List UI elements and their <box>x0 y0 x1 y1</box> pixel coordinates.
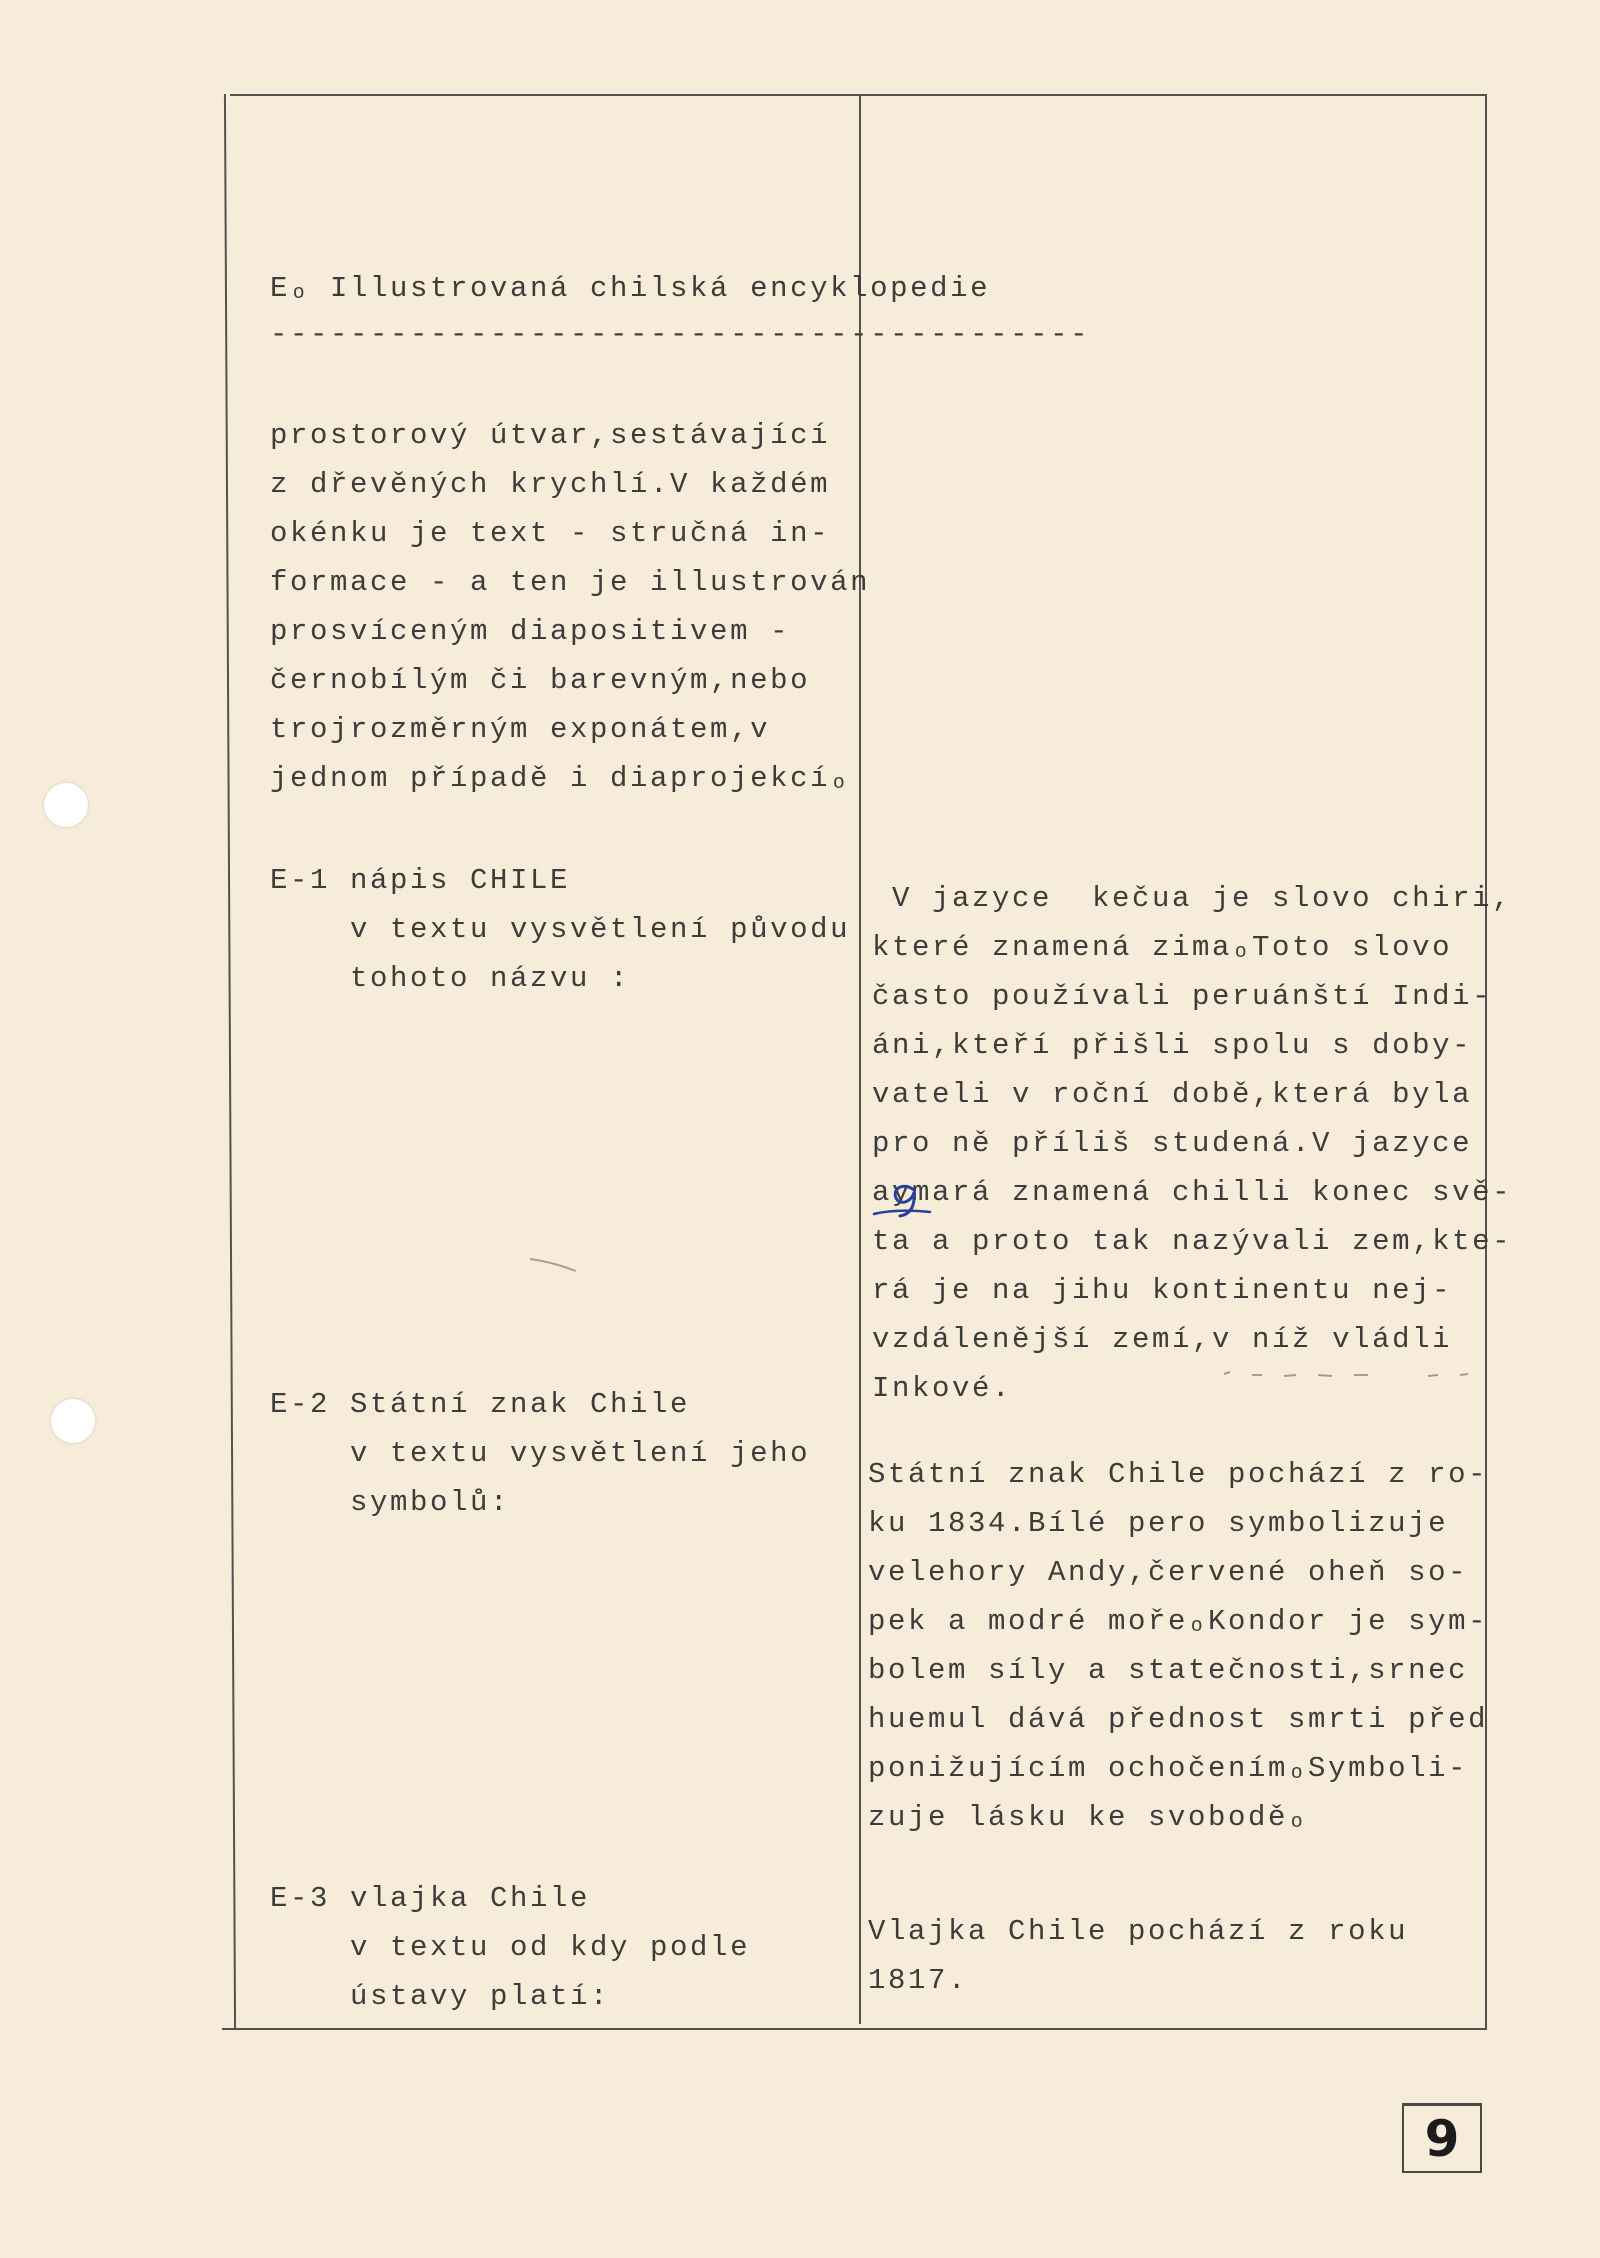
entry-e2-text-line: pek a modré mořeₒKondor je sym- <box>868 1605 1489 1638</box>
entry-e2-label: v textu vysvětlení jeho <box>270 1437 811 1470</box>
entry-e3-label: ústavy platí: <box>270 1980 611 2013</box>
pen-correction-mark <box>868 1168 938 1228</box>
entry-e1-text-line: V jazyce kečua je slovo chiri, <box>872 882 1513 915</box>
entry-e2-text-line: zuje lásku ke svoboděₒ <box>868 1801 1309 1834</box>
heading-title: Eₒ Illustrovaná chilská encyklopedie <box>270 272 991 305</box>
punch-hole-top <box>44 783 88 827</box>
entry-e2-text-line: Státní znak Chile pochází z ro- <box>868 1458 1489 1491</box>
frame-top-line <box>230 94 1486 96</box>
entry-e1-label: E-1 nápis CHILE <box>270 864 571 897</box>
entry-e2-text-line: velehory Andy,červené oheň so- <box>868 1556 1469 1589</box>
entry-e2-text-line: bolem síly a statečnosti,srnec <box>868 1654 1469 1687</box>
heading-underline: ----------------------------------------- <box>270 318 1091 351</box>
intro-line: z dřevěných krychlí.V každém <box>270 468 831 501</box>
entry-e1-text-line: které znamená zimaₒToto slovo <box>872 931 1453 964</box>
entry-e2-label: E-2 Státní znak Chile <box>270 1388 691 1421</box>
entry-e3-text-line: 1817. <box>868 1964 969 1997</box>
intro-line: prosvíceným diapositivem - <box>270 615 791 648</box>
entry-e1-text-line: ta a proto tak nazývali zem,kte- <box>872 1225 1513 1258</box>
punch-hole-bottom <box>51 1399 95 1443</box>
entry-e1-label: tohoto názvu : <box>270 962 631 995</box>
intro-line: formace - a ten je illustrován <box>270 566 871 599</box>
entry-e1-text-line: áni,kteří přišli spolu s doby- <box>872 1029 1473 1062</box>
entry-e1-text-line: aymará znamená chilli konec svě- <box>872 1176 1513 1209</box>
entry-e1-text-line: Inkové. <box>872 1372 1013 1405</box>
intro-line: okénku je text - stručná in- <box>270 517 831 550</box>
page-number: 9 <box>1402 2103 1482 2173</box>
intro-line: prostorový útvar,sestávající <box>270 419 831 452</box>
entry-e1-text-line: rá je na jihu kontinentu nej- <box>872 1274 1453 1307</box>
intro-line: černobílým či barevným,nebo <box>270 664 811 697</box>
entry-e1-text-line: vzdálenější zemí,v níž vládli <box>872 1323 1453 1356</box>
entry-e3-label: E-3 vlajka Chile <box>270 1882 591 1915</box>
entry-e2-text-line: ku 1834.Bílé pero symbolizuje <box>868 1507 1449 1540</box>
stray-dash-marks <box>1222 1366 1472 1382</box>
entry-e2-text-line: huemul dává přednost smrti před <box>868 1703 1489 1736</box>
intro-line: trojrozměrným exponátem,v <box>270 713 771 746</box>
frame-divider-line <box>859 94 861 2024</box>
entry-e2-label: symbolů: <box>270 1486 511 1519</box>
entry-e1-text-line: vateli v roční době,která byla <box>872 1078 1473 1111</box>
entry-e3-text-line: Vlajka Chile pochází z roku <box>868 1915 1409 1948</box>
entry-e2-text-line: ponižujícím ochočenímₒSymboli- <box>868 1752 1469 1785</box>
stray-pencil-mark <box>528 1255 578 1275</box>
entry-e1-text-line: pro ně příliš studená.V jazyce <box>872 1127 1473 1160</box>
entry-e1-text-line: často používali peruánští Indi- <box>872 980 1493 1013</box>
entry-e1-label: v textu vysvětlení původu <box>270 913 851 946</box>
frame-bottom-line <box>222 2028 1486 2030</box>
frame-left-line <box>224 94 236 2029</box>
entry-e3-label: v textu od kdy podle <box>270 1931 751 1964</box>
intro-line: jednom případě i diaprojekcíₒ <box>270 762 851 795</box>
